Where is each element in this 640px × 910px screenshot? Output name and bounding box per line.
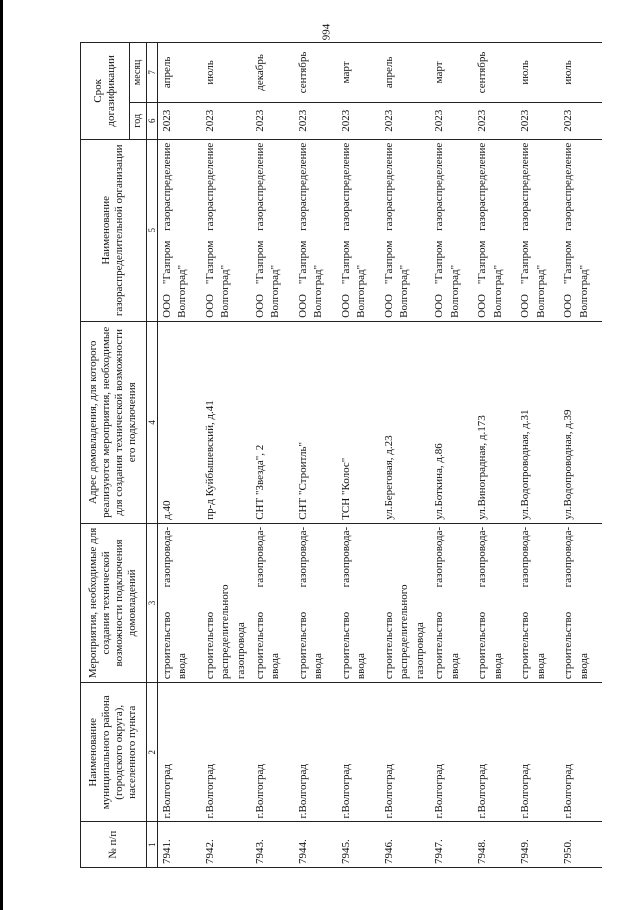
row-year: 2023	[559, 102, 602, 139]
row-area: г.Волгоград	[157, 683, 201, 822]
row-org: ООО "Газпром газораспределение Волгоград"	[430, 139, 473, 321]
header-area: Наименование муниципального района (городского округа), населенного пункта	[81, 683, 147, 822]
header-month: месяц	[130, 43, 147, 103]
column-number-row	[146, 43, 157, 868]
row-area: г.Волгоград	[559, 683, 602, 822]
gasification-table	[80, 42, 602, 868]
row-address: ул.Водопроводная, д.31	[516, 321, 559, 523]
row-measures: строительство газопровода-ввода	[559, 523, 602, 682]
row-measures: строительство газопровода-ввода	[337, 523, 380, 682]
row-measures: строительство газопровода-ввода	[157, 523, 201, 682]
row-number: 7941.	[157, 822, 201, 868]
row-org: ООО "Газпром газораспределение Волгоград"	[201, 139, 251, 321]
row-measures: строительство распределительного газопровода	[201, 523, 251, 682]
row-year: 2023	[430, 102, 473, 139]
column-number: 1	[146, 822, 157, 868]
page-number: 994	[320, 23, 333, 41]
row-measures: строительство газопровода-ввода	[430, 523, 473, 682]
row-number: 7950.	[559, 822, 602, 868]
row-address: д.40	[157, 321, 201, 523]
row-area: г.Волгоград	[380, 683, 430, 822]
column-number: 7	[146, 43, 157, 103]
row-month: март	[337, 43, 380, 103]
row-address: ТСН "Колос"	[337, 321, 380, 523]
row-address: СНТ "Строитль"	[294, 321, 337, 523]
column-number: 4	[146, 321, 157, 523]
table-row	[337, 43, 380, 868]
row-address: пр-д Куйбышевский, д.41	[201, 321, 251, 523]
row-area: г.Волгоград	[294, 683, 337, 822]
row-number: 7943.	[251, 822, 294, 868]
table-row	[201, 43, 251, 868]
row-month: март	[430, 43, 473, 103]
row-year: 2023	[516, 102, 559, 139]
row-year: 2023	[473, 102, 516, 139]
row-year: 2023	[294, 102, 337, 139]
header-measures: Мероприятия, необходимые для создания технической возможности подключения домовладений	[81, 523, 147, 682]
row-area: г.Волгоград	[251, 683, 294, 822]
row-month: июль	[559, 43, 602, 103]
row-number: 7947.	[430, 822, 473, 868]
row-number: 7944.	[294, 822, 337, 868]
row-org: ООО "Газпром газораспределение Волгоград"	[337, 139, 380, 321]
table-row	[294, 43, 337, 868]
column-number: 6	[146, 102, 157, 139]
row-org: ООО "Газпром газораспределение Волгоград"	[473, 139, 516, 321]
row-address: СНТ "Звезда", 2	[251, 321, 294, 523]
row-year: 2023	[337, 102, 380, 139]
row-measures: строительство газопровода-ввода	[473, 523, 516, 682]
row-month: декабрь	[251, 43, 294, 103]
row-year: 2023	[251, 102, 294, 139]
table-row	[251, 43, 294, 868]
table-row	[430, 43, 473, 868]
table-row	[559, 43, 602, 868]
row-measures: строительство распределительного газопровода	[380, 523, 430, 682]
table-row	[380, 43, 430, 868]
row-org: ООО "Газпром газораспределение Волгоград"	[251, 139, 294, 321]
header-term: Срок догазификации	[81, 43, 130, 140]
row-address: ул.Береговая, д.23	[380, 321, 430, 523]
column-number: 2	[146, 683, 157, 822]
row-area: г.Волгоград	[430, 683, 473, 822]
row-number: 7942.	[201, 822, 251, 868]
row-address: ул.Виноградная, д.173	[473, 321, 516, 523]
row-org: ООО "Газпром газораспределение Волгоград"	[157, 139, 201, 321]
row-number: 7946.	[380, 822, 430, 868]
row-month: апрель	[157, 43, 201, 103]
row-number: 7949.	[516, 822, 559, 868]
row-org: ООО "Газпром газораспределение Волгоград"	[559, 139, 602, 321]
header-org: Наименование газораспределительной организации	[81, 139, 147, 321]
row-org: ООО "Газпром газораспределение Волгоград"	[380, 139, 430, 321]
row-month: сентябрь	[473, 43, 516, 103]
table-row	[516, 43, 559, 868]
row-address: ул.Боткина, д.86	[430, 321, 473, 523]
row-number: 7945.	[337, 822, 380, 868]
row-org: ООО "Газпром газораспределение Волгоград"	[294, 139, 337, 321]
row-month: апрель	[380, 43, 430, 103]
header-num: № п/п	[81, 822, 147, 868]
header-address: Адрес домовладения, для которого реализуются мероприятия, необходимые для создания технической возможности его подключения	[81, 321, 147, 523]
row-year: 2023	[157, 102, 201, 139]
row-address: ул.Водопроводная, д.39	[559, 321, 602, 523]
row-org: ООО "Газпром газораспределение Волгоград"	[516, 139, 559, 321]
row-area: г.Волгоград	[201, 683, 251, 822]
column-number: 5	[146, 139, 157, 321]
gasification-table-sheet	[80, 42, 626, 868]
row-measures: строительство газопровода-ввода	[294, 523, 337, 682]
row-year: 2023	[380, 102, 430, 139]
header-year: год	[130, 102, 147, 139]
column-number: 3	[146, 523, 157, 682]
row-year: 2023	[201, 102, 251, 139]
table-row	[473, 43, 516, 868]
table-row	[157, 43, 201, 868]
row-area: г.Волгоград	[473, 683, 516, 822]
row-area: г.Волгоград	[516, 683, 559, 822]
row-month: июль	[201, 43, 251, 103]
row-month: июль	[516, 43, 559, 103]
row-area: г.Волгоград	[337, 683, 380, 822]
row-measures: строительство газопровода-ввода	[516, 523, 559, 682]
row-number: 7948.	[473, 822, 516, 868]
row-month: сентябрь	[294, 43, 337, 103]
row-measures: строительство газопровода-ввода	[251, 523, 294, 682]
scan-edge	[0, 0, 3, 910]
